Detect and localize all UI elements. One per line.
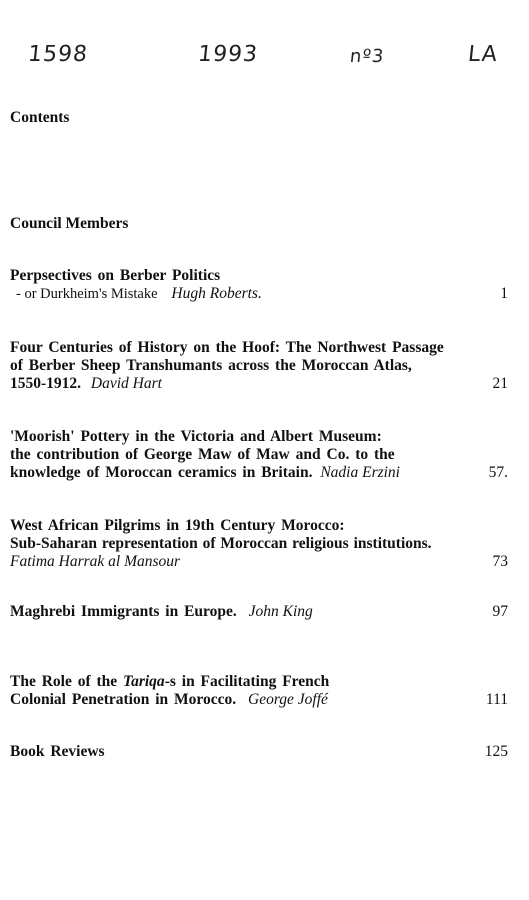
council-members-heading: Council Members bbox=[10, 215, 129, 232]
entry-title-line: Book Reviews bbox=[10, 743, 105, 760]
handwritten-note-la: LA bbox=[466, 42, 500, 67]
toc-entry-joffe[interactable] bbox=[10, 673, 510, 709]
entry-title-line: Maghrebi Immigrants in Europe. bbox=[10, 603, 237, 620]
entry-title-line: the contribution of George Maw of Maw and Co. to the bbox=[10, 446, 395, 463]
toc-entry-roberts[interactable] bbox=[10, 267, 510, 303]
entry-title-part: The Role of the bbox=[10, 673, 124, 690]
entry-page-number: 73 bbox=[492, 553, 508, 570]
handwritten-note-1993: 1993 bbox=[196, 42, 260, 67]
entry-title-line: West African Pilgrims in 19th Century Morocco: bbox=[10, 517, 345, 534]
entry-title-part: -s in Facilitating French bbox=[164, 673, 330, 690]
contents-heading: Contents bbox=[10, 109, 70, 126]
entry-title-line: Colonial Penetration in Morocco. bbox=[10, 691, 237, 708]
toc-entry-book-reviews[interactable] bbox=[10, 743, 510, 761]
entry-author: Hugh Roberts. bbox=[171, 285, 262, 302]
handwritten-note-1598: 1598 bbox=[26, 42, 90, 67]
entry-page-number: 125 bbox=[484, 743, 508, 760]
entry-page-number: 21 bbox=[492, 375, 508, 392]
entry-title-italic-term: Tariqa bbox=[123, 673, 165, 690]
entry-title-line: 'Moorish' Pottery in the Victoria and Albert Museum: bbox=[10, 428, 382, 445]
entry-title-line: Sub-Saharan representation of Moroccan religious institutions. bbox=[10, 535, 432, 552]
entry-page-number: 111 bbox=[485, 691, 508, 708]
entry-subtitle: - or Durkheim's Mistake bbox=[16, 286, 158, 302]
entry-title-line: Four Centuries of History on the Hoof: The Northwest Passage bbox=[10, 339, 444, 356]
handwritten-note-issue: nº3 bbox=[348, 46, 386, 67]
entry-author: John King bbox=[248, 603, 313, 620]
entry-title-line: knowledge of Moroccan ceramics in Britain. bbox=[10, 464, 313, 481]
toc-entry-mansour[interactable] bbox=[10, 517, 510, 571]
entry-page-number: 97 bbox=[492, 603, 508, 620]
entry-author: Nadia Erzini bbox=[320, 464, 400, 481]
entry-title-line: 1550-1912. bbox=[10, 375, 82, 392]
toc-entry-hart[interactable] bbox=[10, 339, 510, 393]
entry-title-line bbox=[10, 673, 510, 691]
entry-page-number: 1 bbox=[500, 285, 508, 302]
entry-author: Fatima Harrak al Mansour bbox=[10, 553, 181, 570]
entry-page-number: 57. bbox=[488, 464, 508, 481]
entry-title-line: of Berber Sheep Transhumants across the Moroccan Atlas, bbox=[10, 357, 412, 374]
entry-title-line: Perpsectives on Berber Politics bbox=[10, 267, 221, 284]
entry-author: George Joffé bbox=[248, 691, 328, 708]
entry-author: David Hart bbox=[90, 375, 162, 392]
toc-entry-king[interactable] bbox=[10, 603, 510, 621]
toc-entry-erzini[interactable] bbox=[10, 428, 510, 482]
